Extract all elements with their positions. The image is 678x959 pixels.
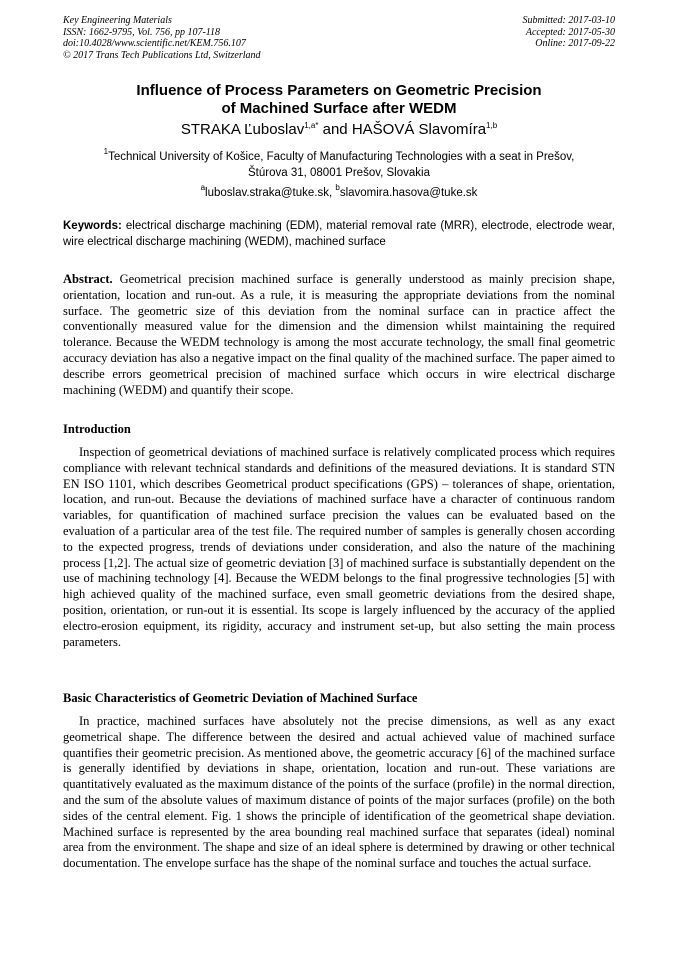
journal-name: Key Engineering Materials (63, 15, 172, 26)
affiliation-mark: 1 (103, 147, 109, 156)
email-b[interactable]: slavomira.hasova@tuke.sk (339, 187, 478, 199)
title-line-2: of Machined Surface after WEDM (221, 100, 457, 117)
submitted-date: Submitted: 2017-03-10 (522, 15, 615, 26)
publication-info (63, 15, 261, 61)
copyright-line: © 2017 Trans Tech Publications Ltd, Switzerland (63, 49, 261, 61)
author-2-affiliation-mark: 1,b (486, 121, 498, 130)
basic-characteristics-paragraph: In practice, machined surfaces have absolutely not the precise dimensions, as well as any exact geometrical shape. The difference between the desired and actual achieved value of machined surface quantifies their geometric precision. As mentioned above, the geometric accuracy [6] of the machined surface is generally identified by deviations in shape, orientation, location and run-out. These variations are quantitatively evaluated as the maximum distance of the points of the surface (profile) in the normal direction, and the sum of the absolute values of maximum distance of points of the major surfaces (profile) on the both sides of the central element. Fig. 1 shows the principle of identification of the geometrical shape deviation. Machined surface is represented by the area bounding real machined surface that separates (ideal) nominal area from the environment. The shape and size of an ideal sphere is determined by drawing or other technical documentation. The envelope surface has the shape of the nominal surface and touches the actual surface. (63, 714, 615, 871)
abstract-section (63, 272, 615, 398)
introduction-heading: Introduction (63, 422, 131, 436)
author-list (60, 121, 618, 139)
author-connector: and (318, 121, 352, 138)
publication-dates (523, 15, 616, 50)
email-b-mark: b (335, 183, 340, 192)
keywords-text: electrical discharge machining (EDM), material removal rate (MRR), electrode, electrode wear, wire electrical discharge machining (WEDM), machined surface (63, 220, 615, 248)
abstract-text: Geometrical precision machined surface is generally understood as mainly precision shape, orientation, location and run-out. As a rule, it is measuring the appropriate deviations from the nominal surface. The geometric size of this deviation from the nominal surface can in practice affect the conventionally measured value for the dimension and the dimension whilst maintaining the required tolerance. Because the WEDM technology is among the most accurate technology, the small final geometric accuracy deviation has also a negative impact on the final quality of the machined surface. The paper aimed to describe errors geometrical precision of machined surface which occurs in wire electrical discharge machining (WEDM) and quantify their scope. (63, 272, 615, 397)
abstract-label: Abstract. (63, 272, 113, 286)
basic-characteristics-heading: Basic Characteristics of Geometric Deviation of Machined Surface (63, 691, 418, 705)
keywords-label: Keywords: (63, 220, 122, 232)
email-a-mark: a (200, 183, 206, 192)
author-emails (60, 183, 618, 200)
online-date: Online: 2017-09-22 (535, 38, 615, 49)
issn-line: ISSN: 1662-9795, Vol. 756, pp 107-118 (63, 26, 221, 38)
affiliation (60, 149, 618, 181)
affiliation-line-1: Technical University of Košice, Faculty of Manufacturing Technologies with a seat in Prešov, (108, 151, 575, 163)
keywords-section (63, 219, 615, 250)
affiliation-line-2: Štúrova 31, 08001 Prešov, Slovakia (248, 167, 430, 179)
journal-header (63, 15, 615, 63)
introduction-paragraph: Inspection of geometrical deviations of machined surface is relatively complicated process which requires compliance with relevant technical standards and definitions of the measured deviations. It is standard STN EN ISO 1101, which describes Geometrical product specifications (GPS) – tolerances of shape, orientation, location, and run-out. Because the deviations of machined surface have a character of continuous random variables, for quantification of machined surface precision the values can be evaluated based on the evaluation of a particular area of the test file. The required number of samples is generally chosen according to the expected progress, trends of deviations under consideration, and also the nature of the machining process [1,2]. The actual size of geometric deviation [3] of machined surface is substantially dependent on the use of machining technology [4]. Because the WEDM belongs to the final progressive technologies [5] with high achieved quality of the machined surface, even small geometric deviations from the desired shape, position, orientation, or run-out it is essential. Its scope is largely influenced by the accuracy of the applied electro-erosion equipment, its rigidity, accuracy and instrument set-up, but also setting the main process parameters. (63, 445, 615, 649)
accepted-date: Accepted: 2017-05-30 (525, 26, 615, 38)
author-1-name: STRAKA Ľuboslav (180, 121, 305, 138)
paper-title (60, 82, 618, 118)
email-a[interactable]: luboslav.straka@tuke.sk, (205, 187, 336, 199)
title-line-1: Influence of Process Parameters on Geometric Precision (136, 82, 542, 99)
author-1-affiliation-mark: 1,a* (304, 121, 319, 130)
author-2-name: HAŠOVÁ Slavomíra (351, 121, 487, 138)
doi-line: doi:10.4028/www.scientific.net/KEM.756.107 (63, 38, 246, 49)
